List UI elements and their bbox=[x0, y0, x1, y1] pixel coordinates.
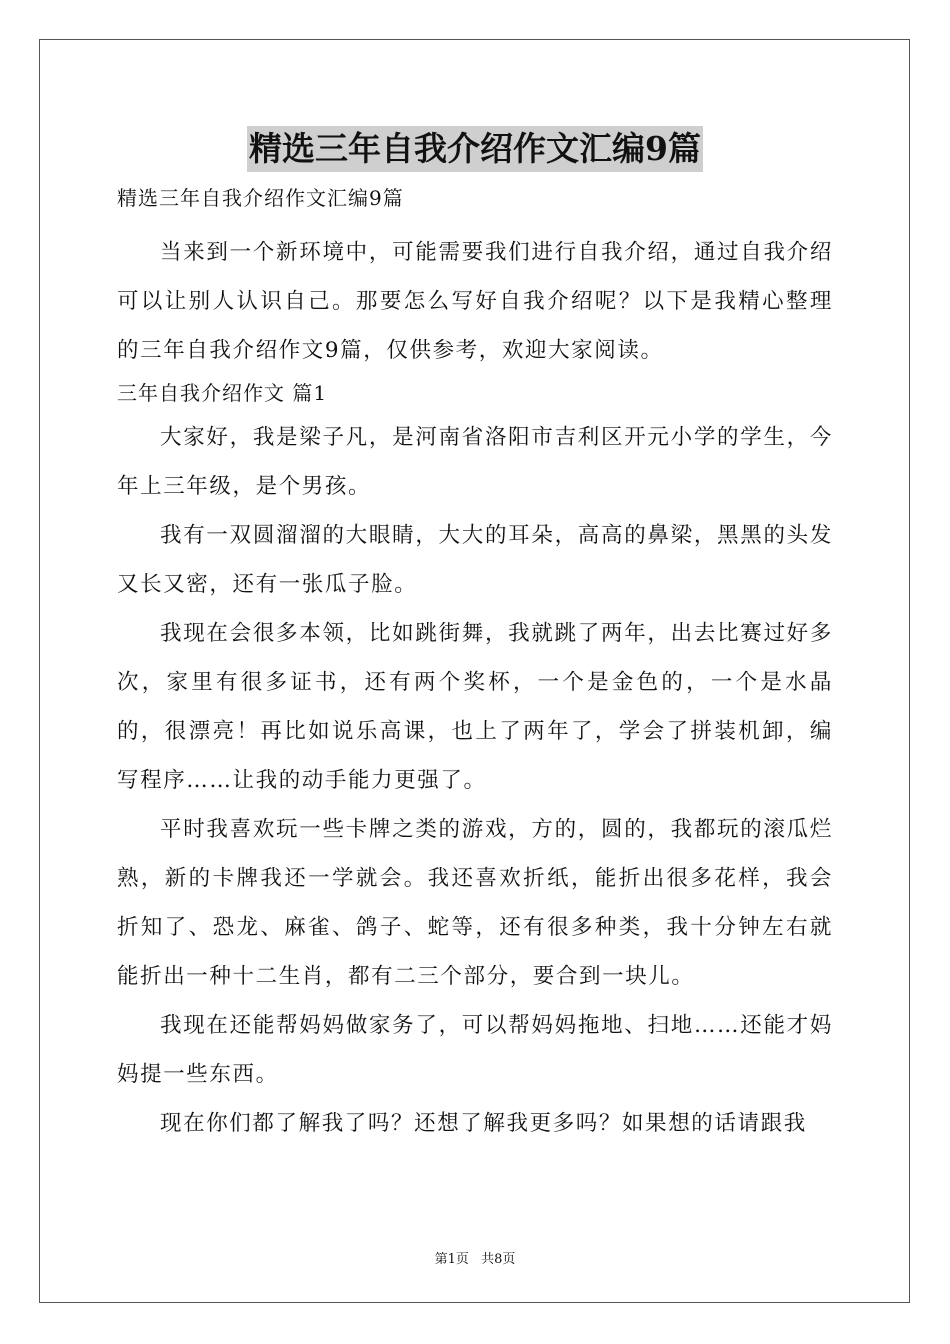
document-title: 精选三年自我介绍作文汇编9篇 bbox=[247, 126, 703, 172]
paragraph-1: 大家好，我是梁子凡，是河南省洛阳市吉利区开元小学的学生，今年上三年级，是个男孩。 bbox=[117, 425, 833, 499]
title-wrap bbox=[117, 120, 833, 176]
paragraph-4: 平时我喜欢玩一些卡牌之类的游戏，方的，圆的，我都玩的滚瓜烂熟，新的卡牌我还一学就会。我还喜欢折纸，能折出很多花样，我会折知了、恐龙、麻雀、鸽子、蛇等，还有很多种类，我十分钟左右就能折出一种十二生肖，都有二三个部分，要合到一块儿。 bbox=[117, 817, 833, 989]
paragraph-6: 现在你们都了解我了吗？还想了解我更多吗？如果想的话请跟我 bbox=[160, 1111, 807, 1136]
paragraph-3: 我现在会很多本领，比如跳街舞，我就跳了两年，出去比赛过好多次，家里有很多证书，还有两个奖杯，一个是金色的，一个是水晶的，很漂亮！再比如说乐高课，也上了两年了，学会了拼装机卸，编写程序……让我的动手能力更强了。 bbox=[117, 621, 833, 793]
section-heading: 三年自我介绍作文 篇1 bbox=[117, 381, 328, 405]
paragraph-2: 我有一双圆溜溜的大眼睛，大大的耳朵，高高的鼻梁，黑黑的头发又长又密，还有一张瓜子脸。 bbox=[117, 523, 833, 597]
document-body bbox=[117, 120, 833, 1148]
document-subtitle: 精选三年自我介绍作文汇编9篇 bbox=[117, 186, 404, 210]
page-total: 共8页 bbox=[481, 1252, 516, 1267]
page-footer bbox=[0, 1248, 950, 1267]
page-number: 第1页 bbox=[434, 1252, 469, 1267]
intro-paragraph: 当来到一个新环境中，可能需要我们进行自我介绍，通过自我介绍可以让别人认识自己。那要怎么写好自我介绍呢？以下是我精心整理的三年自我介绍作文9篇，仅供参考，欢迎大家阅读。 bbox=[117, 240, 833, 363]
paragraph-5: 我现在还能帮妈妈做家务了，可以帮妈妈拖地、扫地……还能才妈妈提一些东西。 bbox=[117, 1013, 833, 1087]
